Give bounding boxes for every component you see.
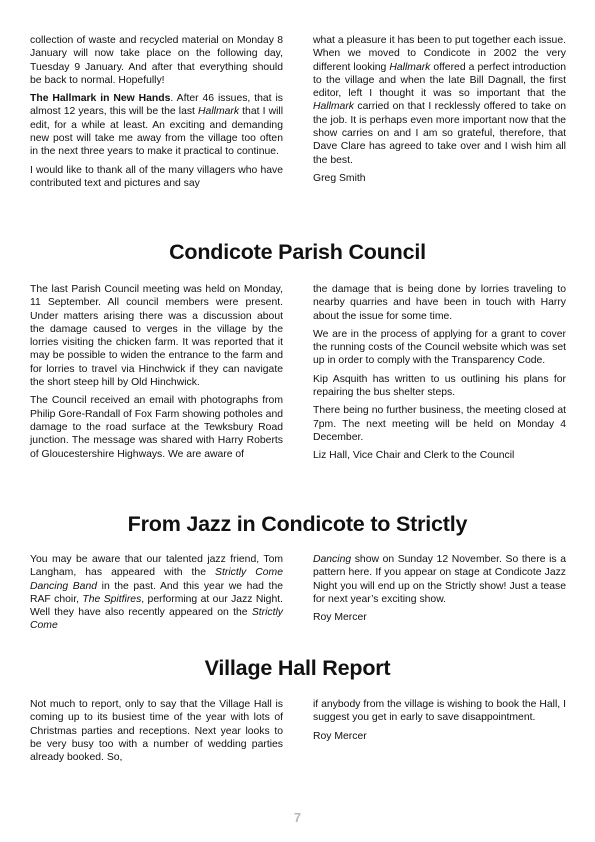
page-number: 7 xyxy=(293,810,302,825)
hallmark-subheading: The Hallmark in New Hands xyxy=(30,93,171,105)
jazz-paragraph: You may be aware that our talented jazz friend, Tom Langham, has appeared with the Strictly Come Dancing Band in the past. And this year we had the RAF choir, The Spitfires, performing at our Jazz Night. Well they have also recently appeared on the Strictly Come xyxy=(30,554,284,632)
waste-paragraph: collection of waste and recycled material on Monday 8 January will now take place on the following day, Tuesday 9 January. And after that everything should be back to normal. Hopefully! xyxy=(30,35,283,86)
parish-council-heading: Condicote Parish Council xyxy=(169,240,426,264)
meeting-paragraph: The last Parish Council meeting was held on Monday, 11 September. All council members were present. Under matters arising there was a discussion about the damage caused to verges in the village by the lorries visiting the chicken farm. It was reported that it may be possible to widen the entrance to the farm and for lorries to travel via Hinchwick if they can navigate the short steep hill by Old Hinchwick. xyxy=(30,284,283,389)
right-column xyxy=(313,283,566,468)
grant-paragraph: We are in the process of applying for a grant to cover the running costs of the Council website which was set up in order to comply with the Transparency Code. xyxy=(313,328,566,367)
right-column xyxy=(313,553,566,638)
bus-shelter-paragraph: Kip Asquith has written to us outlining his plans for repairing the bus shelter steps. xyxy=(313,373,566,399)
village-hall-heading: Village Hall Report xyxy=(204,656,391,680)
village-hall-section xyxy=(30,698,566,769)
jazz-section xyxy=(30,553,566,638)
hall-paragraph: Not much to report, only to say that the Village Hall is coming up to its busiest time of the year with lots of Christmas parties and receptions. Next year looks to be very busy too with a number of wedding parties already booked. So, xyxy=(30,699,283,764)
signature: Liz Hall, Vice Chair and Clerk to the Council xyxy=(313,450,515,462)
signature: Roy Mercer xyxy=(313,730,367,742)
hallmark-paragraph: The Hallmark in New Hands. After 46 issues, that is almost 12 years, this will be the last Hallmark that I will edit, for a while at least. An exciting and demanding new post will take me away from the village too often in the next three years to make it practical to continue. xyxy=(30,93,283,158)
lorries-paragraph: the damage that is being done by lorries traveling to nearby quarries and have been in touch with Harry about the issue for some time. xyxy=(313,284,566,322)
email-paragraph: The Council received an email with photographs from Philip Gore-Randall of Fox Farm showing potholes and damage to the road surface at the Tewksbury Road junction. The message was shared with Harry Roberts of Gloucestershire Highways. We are aware of xyxy=(30,395,283,460)
closing-paragraph: There being no further business, the meeting closed at 7pm. The next meeting will be held on Monday 4 December. xyxy=(313,405,566,443)
parish-council-section xyxy=(30,283,566,468)
hallmark-section xyxy=(30,34,566,195)
right-column xyxy=(313,34,566,195)
pleasure-paragraph: what a pleasure it has been to put together each issue. When we moved to Condicote in 2002 the very different looking Hallmark offered a perfect introduction to the village and when the late Bill Dagnall, the first editor, left I thought it was so important that the Hallmark carried on that I recklessly offered to take on the job. It is perhaps even more important now that the show carries on and I am so grateful, therefore, that Dave Clare has agreed to take over and I wish him all the best. xyxy=(313,35,566,166)
jazz-heading: From Jazz in Condicote to Strictly xyxy=(127,512,468,536)
thanks-paragraph: I would like to thank all of the many villagers who have contributed text and pictures and say xyxy=(30,164,283,189)
left-column xyxy=(30,34,283,195)
signature: Roy Mercer xyxy=(313,612,367,624)
hall-paragraph-continued: if anybody from the village is wishing to book the Hall, I suggest you get in early to save disappointment. xyxy=(313,699,566,724)
jazz-paragraph-continued: Dancing show on Sunday 12 November. So there is a pattern here. If you appear on stage at Condicote Jazz Night you will end up on the Strictly show! Just a tease for next year’s exciting show. xyxy=(313,554,566,605)
signature: Greg Smith xyxy=(313,172,366,184)
left-column xyxy=(30,698,283,769)
left-column xyxy=(30,283,283,468)
right-column xyxy=(313,698,566,769)
left-column xyxy=(30,553,283,638)
